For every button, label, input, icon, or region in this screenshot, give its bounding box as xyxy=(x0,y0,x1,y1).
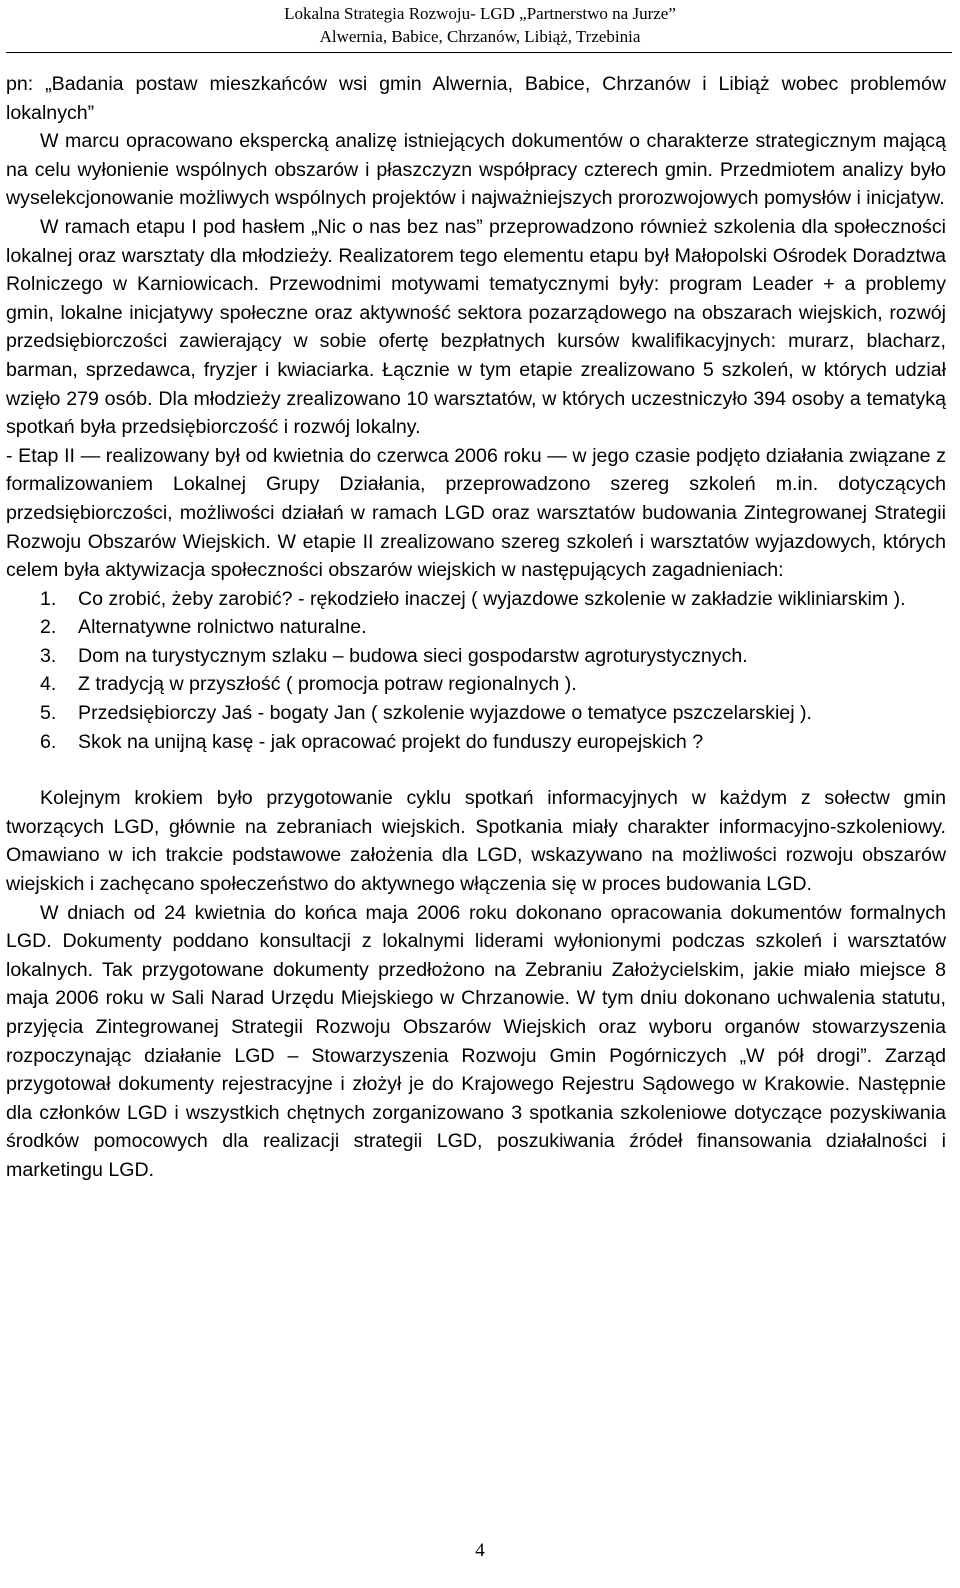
paragraph-survey-title: pn: „Badania postaw mieszkańców wsi gmin Alwernia, Babice, Chrzanów i Libiąż wobec problemów lokalnych” xyxy=(6,73,946,124)
list-item-number: 1. xyxy=(40,587,57,610)
running-header xyxy=(0,2,960,48)
list-item-number: 5. xyxy=(40,702,57,725)
header-divider xyxy=(6,52,952,53)
list-item xyxy=(40,642,946,671)
list-item xyxy=(40,728,946,757)
list-item-number: 4. xyxy=(40,673,57,696)
page-number: 4 xyxy=(475,1540,485,1561)
list-item xyxy=(40,613,946,642)
paragraph-stage-one: W ramach etapu I pod hasłem „Nic o nas bez nas” przeprowadzono również szkolenia dla społeczności lokalnej oraz warsztaty dla młodzieży. Realizatorem tego elementu etapu był Małopolski Ośrodek Doradztwa Rolniczego w Karniowicach. Przewodnimi motywami tematycznymi były: program Leader + a problemy gmin, lokalne inicjatywy społeczne oraz aktywność sektora pozarządowego na obszarach wiejskich, rozwój przedsiębiorczości zawierający w sobie ofertę bezpłatnych kursów kwalifikacyjnych: murarz, blacharz, barman, sprzedawca, fryzjer i kwiaciarka. Łącznie w tym etapie zrealizowano 5 szkoleń, w których udział wzięło 279 osób. Dla młodzieży zrealizowano 10 warsztatów, w których uczestniczyło 394 osoby a tematyką spotkań była przedsiębiorczość i rozwój lokalny. xyxy=(6,215,946,439)
list-item xyxy=(40,585,946,614)
header-title: Lokalna Strategia Rozwoju- LGD „Partnerstwo na Jurze” xyxy=(284,4,676,23)
list-item-text: Z tradycją w przyszłość ( promocja potraw regionalnych ). xyxy=(78,673,577,696)
training-topics-list xyxy=(6,585,946,757)
list-item-text: Przedsiębiorczy Jaś - bogaty Jan ( szkolenie wyjazdowe o tematyce pszczelarskiej ). xyxy=(78,702,812,725)
list-item-text: Skok na unijną kasę - jak opracować projekt do funduszy europejskich ? xyxy=(78,730,704,753)
paragraph-expert-analysis: W marcu opracowano ekspercką analizę istniejących dokumentów o charakterze strategicznym mającą na celu wyłonienie wspólnych obszarów i płaszczyzn współpracy czterech gmin. Przedmiotem analizy było wyselekcjonowanie możliwych wspólnych projektów i najważniejszych prorozwojowych pomysłów i inicjatyw. xyxy=(6,130,946,210)
list-item xyxy=(40,670,946,699)
list-item-text: Co zrobić, żeby zarobić? - rękodzieło inaczej ( wyjazdowe szkolenie w zakładzie wikliniarskim ). xyxy=(78,587,906,610)
paragraph-spacer xyxy=(6,756,946,784)
list-item-text: Alternatywne rolnictwo naturalne. xyxy=(78,616,367,639)
document-body xyxy=(6,70,946,1185)
paragraph-stage-two: - Etap II — realizowany był od kwietnia do czerwca 2006 roku — w jego czasie podjęto działania związane z formalizowaniem Lokalnej Grupy Działania, przeprowadzono szereg szkoleń m.in. dotyczących przedsiębiorczości, możliwości działań w ramach LGD oraz warsztatów budowania Zintegrowanej Strategii Rozwoju Obszarów Wiejskich. W etapie II zrealizowano szereg szkoleń i warsztatów wyjazdowych, których celem była aktywizacja społeczności obszarów wiejskich w następujących zagadnieniach: xyxy=(6,444,946,582)
list-item xyxy=(40,699,946,728)
paragraph-information-meetings: Kolejnym krokiem było przygotowanie cyklu spotkań informacyjnych w każdym z sołectw gmin tworzących LGD, głównie na zebraniach wiejskich. Spotkania miały charakter informacyjno-szkoleniowy. Omawiano w ich trakcie podstawowe założenia dla LGD, wskazywano na możliwości rozwoju obszarów wiejskich i zachęcano społeczeństwo do aktywnego włączenia się w proces budowania LGD. xyxy=(6,787,946,896)
list-item-text: Dom na turystycznym szlaku – budowa sieci gospodarstw agroturystycznych. xyxy=(78,644,748,667)
list-item-number: 3. xyxy=(40,644,57,667)
list-item-number: 2. xyxy=(40,616,57,639)
header-subtitle: Alwernia, Babice, Chrzanów, Libiąż, Trzebinia xyxy=(319,27,641,46)
list-item-number: 6. xyxy=(40,730,57,753)
paragraph-formal-documents: W dniach od 24 kwietnia do końca maja 2006 roku dokonano opracowania dokumentów formalnych LGD. Dokumenty poddano konsultacji z lokalnymi liderami wyłonionymi podczas szkoleń i warsztatów lokalnych. Tak przygotowane dokumenty przedłożono na Zebraniu Założycielskim, jakie miało miejsce 8 maja 2006 roku w Sali Narad Urzędu Miejskiego w Chrzanowie. W tym dniu dokonano uchwalenia statutu, przyjęcia Zintegrowanej Strategii Rozwoju Obszarów Wiejskich oraz wyboru organów stowarzyszenia rozpoczynając działanie LGD – Stowarzyszenia Rozwoju Gmin Pogórniczych „W pół drogi”. Zarząd przygotował dokumenty rejestracyjne i złożył je do Krajowego Rejestru Sądowego w Krakowie. Następnie dla członków LGD i wszystkich chętnych zorganizowano 3 spotkania szkoleniowe dotyczące pozyskiwania środków pomocowych dla realizacji strategii LGD, poszukiwania źródeł finansowania działalności i marketingu LGD. xyxy=(6,901,946,1181)
